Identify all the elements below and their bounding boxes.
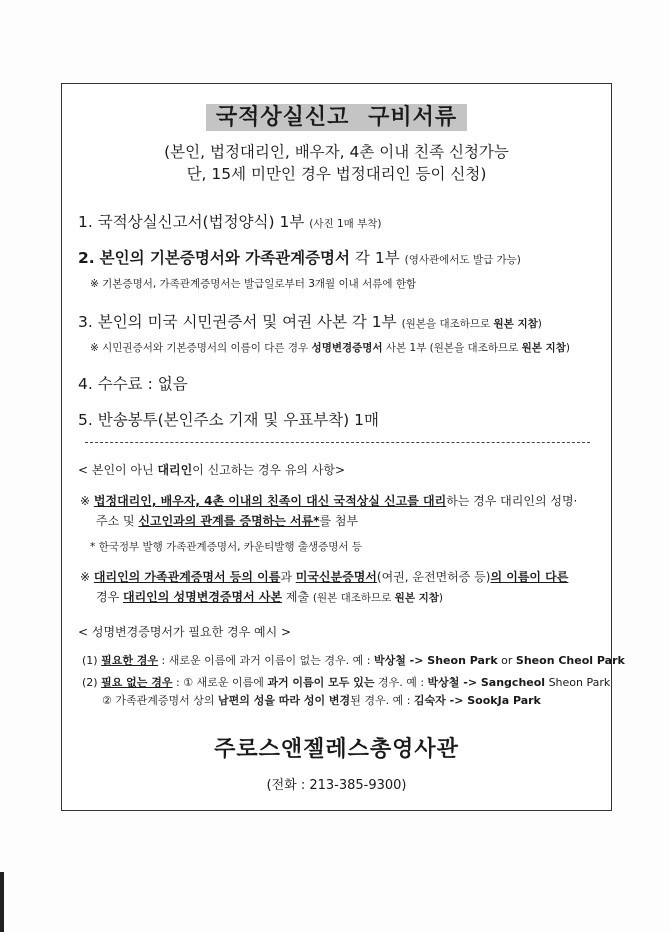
- item-2: 2. 본인의 기본증명서와 가족관계증명서 각 1부 (영사관에서도 발급 가능): [78, 249, 521, 267]
- agent-section-heading: < 본인이 아닌 대리인이 신고하는 경우 유의 사항>: [78, 463, 346, 477]
- item-1: 1. 국적상실신고서(법정양식) 1부 (사진 1매 부착): [78, 213, 382, 231]
- agent-paragraph-2: ※ 대리인의 가족관계증명서 등의 이름과 미국신분증명서(여권, 운전면허증 등)의 이름이 다른 경우 대리인의 성명변경증명서 사본 제출 (원본 대조하므로 원본 지참): [80, 570, 569, 604]
- item-3-note: ※ 시민권증서와 기본증명서의 이름이 다른 경우 성명변경증명서 사본 1부 (원본을 대조하므로 원본 지참): [90, 342, 570, 354]
- document-frame: [61, 83, 625, 811]
- agent-paragraph-1: ※ 법정대리인, 배우자, 4촌 이내의 친족이 대신 국적상실 신고를 대리하는 경우 대리인의 성명· 주소 및 신고인과의 관계를 증명하는 서류*를 첨부: [80, 494, 578, 528]
- item-5: 5. 반송봉투(본인주소 기재 및 우표부착) 1매: [78, 411, 379, 429]
- example-1: (1) 필요한 경우 : 새로운 이름에 과거 이름이 없는 경우. 예 : 박상철 -> Sheon Park or Sheon Cheol Park: [82, 654, 625, 667]
- item-2-note: ※ 기본증명서, 가족관계증명서는 발급일로부터 3개월 이내 서류에 한함: [90, 278, 417, 290]
- agent-footnote: * 한국정부 발행 가족관계증명서, 카운티발행 출생증명서 등: [90, 541, 363, 553]
- item-4: 4. 수수료 : 없음: [78, 375, 188, 393]
- example-3: ② 가족관계증명서 상의 남편의 성을 따라 성이 변경된 경우. 예 : 김숙자 -> SookJa Park: [102, 694, 541, 707]
- phone-number: (전화 : 213-385-9300): [266, 778, 407, 793]
- document-title: 국적상실신고 구비서류: [62, 100, 611, 131]
- example-2: (2) 필요 없는 경우 : ① 새로운 이름에 과거 이름이 모두 있는 경우. 예 : 박상철 -> Sangcheol Sheon Park: [82, 676, 611, 689]
- item-3: 3. 본인의 미국 시민권증서 및 여권 사본 각 1부 (원본을 대조하므로 원본 지참): [78, 313, 542, 331]
- scan-edge-mark: [0, 872, 4, 932]
- examples-heading: < 성명변경증명서가 필요한 경우 예시 >: [78, 625, 292, 639]
- consulate-name: 주로스앤젤레스총영사관: [214, 737, 459, 762]
- subtitle-line-2: 단, 15세 미만인 경우 법정대리인 등이 신청): [186, 165, 487, 183]
- subtitle-line-1: (본인, 법정대리인, 배우자, 4촌 이내 친족 신청가능: [164, 143, 509, 161]
- dashed-divider: [85, 442, 590, 443]
